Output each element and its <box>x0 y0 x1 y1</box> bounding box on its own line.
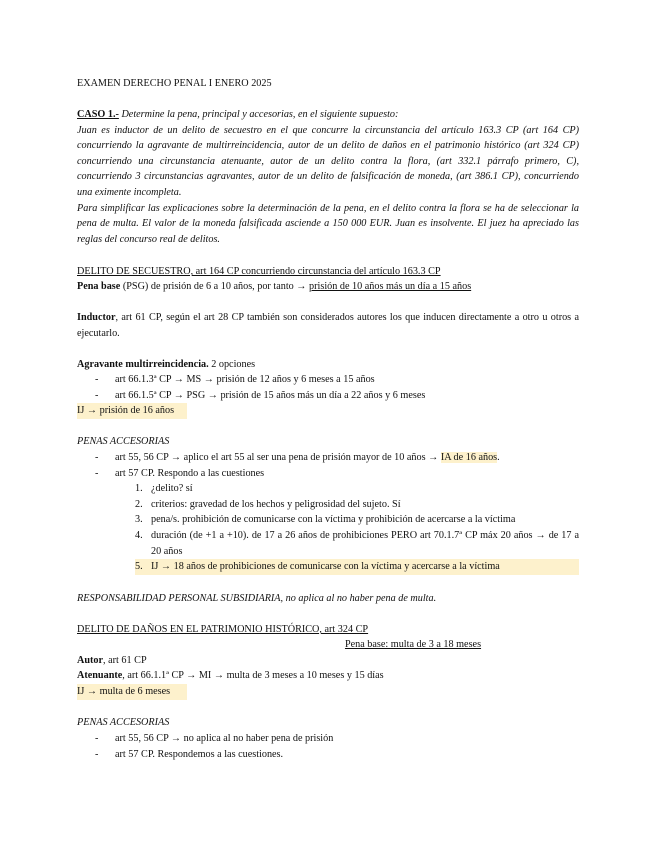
question-number: 4. <box>135 529 143 541</box>
secuestro-ij <box>77 403 579 419</box>
case-label: CASO 1.- <box>77 109 119 120</box>
agravante-text: 2 opciones <box>208 359 256 370</box>
agravante-heading <box>77 357 579 373</box>
question-item <box>77 497 579 513</box>
inductor-paragraph <box>77 310 579 341</box>
list-item: - art 57 CP. Respondemos a las cuestiones. <box>77 747 579 763</box>
inductor-text: , art 61 CP, según el art 28 CP también son considerados autores los que inducen directamente a otro u otros a ejecutarlo. <box>77 312 579 339</box>
question-item <box>77 512 579 528</box>
agravante-options <box>77 372 579 403</box>
list-item: - art 55, 56 CP → no aplica al no haber pena de prisión <box>77 731 579 747</box>
danos-atenuante <box>77 668 579 684</box>
danos-autor <box>77 653 579 669</box>
list-item: - art 66.1.5ª CP → PSG → prisión de 15 años más un día a 22 años y 6 meses <box>77 388 579 404</box>
list-item: - art 66.1.3ª CP → MS → prisión de 12 años y 6 meses a 15 años <box>77 372 579 388</box>
danos-heading: DELITO DE DAÑOS EN EL PATRIMONIO HISTÓRICO, art 324 CP <box>77 624 369 635</box>
autor-text: , art 61 CP <box>103 655 147 666</box>
accesoria-text: art 55, 56 CP → aplico el art 55 al ser una pena de prisión mayor de 10 años → <box>115 452 441 463</box>
list-item <box>77 450 579 466</box>
question-text: IJ → 18 años de prohibiciones de comunicarse con la víctima y acercarse a la víctima <box>151 561 500 573</box>
danos-pena-base-text: Pena base: multa de 3 a 18 meses <box>344 639 482 650</box>
responsabilidad-subsidiaria <box>77 591 579 607</box>
list-item: - art 57 CP. Respondo a las cuestiones <box>77 466 579 482</box>
pena-base-label: Pena base <box>77 281 121 292</box>
question-item <box>77 528 579 559</box>
case-facts-paragraph: Juan es inductor de un delito de secuestro en el que concurre la circunstancia del artículo 163.3 CP (art 164 CP) concurriendo la agravante de multirreincidencia, autor de un delito de daños en el patrimonio histórico (art 324 CP) concurriendo una circunstancia atenuante, autor de un delito contra la flora, (art 332.1 párrafo primero, C), concurriendo 3 circunstancias agravantes, autor de un delito de falsificación de moneda, (art 386.1 CP), concurriendo una eximente incompleta. <box>77 124 579 198</box>
question-item-highlighted <box>135 559 579 575</box>
case-instruction: Determine la pena, principal y accesorias, en el siguiente supuesto: <box>118 109 399 120</box>
case-simplification-paragraph: Para simplificar las explicaciones sobre la determinación de la pena, en el delito contra la flora se ha de seleccionar la pena de multa. El valor de la moneda falsificada asciende a 150 000 EUR. Juan es insolvente. El juez ha apreciado las reglas del concurso real de delitos. <box>77 202 579 245</box>
secuestro-accesorias-list <box>77 450 579 575</box>
accesoria-end: . <box>497 452 500 463</box>
autor-label: Autor <box>77 655 104 666</box>
secuestro-pena-base <box>77 279 579 295</box>
responsabilidad-text: no aplica al no haber pena de multa. <box>283 593 437 604</box>
secuestro-accesorias-heading: PENAS ACCESORIAS <box>77 436 170 447</box>
atenuante-label: Atenuante <box>77 670 123 681</box>
danos-ij <box>77 684 579 700</box>
question-text: criterios: gravedad de los hechos y peligrosidad del sujeto. Sí <box>151 498 401 510</box>
case-statement <box>77 107 579 247</box>
question-number: 5. <box>135 561 143 573</box>
question-number: 2. <box>135 498 143 510</box>
question-text: duración (de +1 a +10). de 17 a 26 años de prohibiciones PERO art 70.1.7ª CP máx 20 años → de 17 a 20 años <box>151 529 579 557</box>
inductor-label: Inductor <box>77 312 116 323</box>
responsabilidad-label: RESPONSABILIDAD PERSONAL SUBSIDIARIA, <box>77 593 284 604</box>
accesoria-highlight: IA de 16 años <box>440 452 498 463</box>
question-text: ¿delito? sí <box>151 483 193 495</box>
question-number: 3. <box>135 514 143 526</box>
atenuante-text: , art 66.1.1ª CP → MI → multa de 3 meses a 10 meses y 15 días <box>122 670 384 681</box>
danos-pena-base <box>77 637 579 653</box>
question-text: pena/s. prohibición de comunicarse con la víctima y prohibición de acercarse a la víctima <box>151 514 516 526</box>
danos-accesorias-heading: PENAS ACCESORIAS <box>77 717 170 728</box>
ij-highlight: IJ → prisión de 16 años <box>77 403 187 419</box>
question-item <box>77 481 579 497</box>
pena-base-result: prisión de 10 años más un día a 15 años <box>309 281 472 292</box>
danos-accesorias-list <box>77 731 579 762</box>
question-number: 1. <box>135 483 143 495</box>
secuestro-heading: DELITO DE SECUESTRO, art 164 CP concurriendo circunstancia del artículo 163.3 CP <box>77 266 441 277</box>
agravante-label: Agravante multirreincidencia. <box>77 359 209 370</box>
ij-highlight: IJ → multa de 6 meses <box>77 684 187 700</box>
exam-title: EXAMEN DERECHO PENAL I ENERO 2025 <box>77 78 272 89</box>
pena-base-text: (PSG) de prisión de 6 a 10 años, por tanto → <box>120 281 310 292</box>
